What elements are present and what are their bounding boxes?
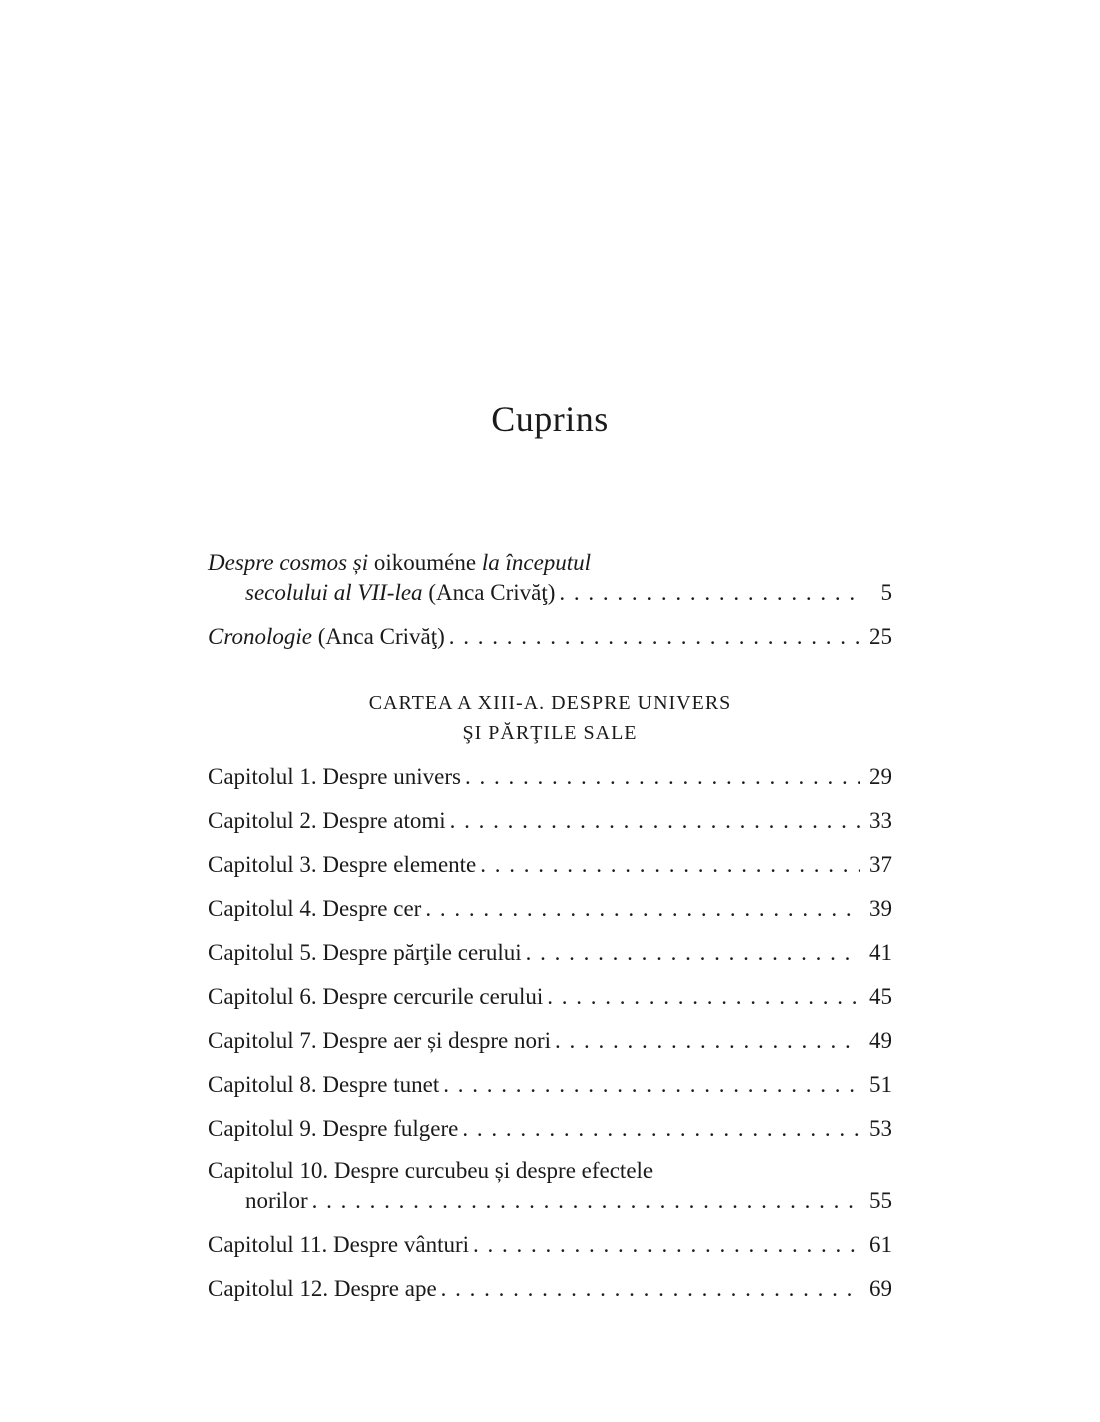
page-number: 29 (869, 764, 892, 789)
toc-entry-chapter-9 (208, 1114, 892, 1144)
toc-entry-author: (Anca Crivăţ) (422, 580, 556, 605)
toc-entry-chapter-11 (208, 1230, 892, 1260)
page-title: Cuprins (491, 399, 609, 439)
section-heading-line: CARTEA A XIII-A. DESPRE UNIVERS (368, 692, 732, 714)
toc-entry-label: Capitolul 3. Despre elemente (208, 852, 477, 877)
toc-entry-continuation (208, 1186, 892, 1216)
page-number: 53 (869, 1116, 892, 1141)
toc-entry-row (208, 1114, 892, 1144)
dot-leader (441, 1274, 860, 1304)
page-number: 69 (869, 1276, 892, 1301)
dot-leader (559, 578, 860, 608)
toc-entry-row (208, 1070, 892, 1100)
dot-leader (480, 850, 860, 880)
toc-entry-row (208, 1026, 892, 1056)
toc-entry-label: Capitolul 4. Despre cer (208, 896, 422, 921)
dot-leader (526, 938, 860, 968)
toc-entry-row (208, 762, 892, 792)
dot-leader (425, 894, 860, 924)
toc-entry-intro-essay (208, 548, 892, 608)
toc-entry-row (208, 982, 892, 1012)
toc-entry-chapter-7 (208, 1026, 892, 1056)
page-number: 41 (869, 940, 892, 965)
page-number: 49 (869, 1028, 892, 1053)
dot-leader (547, 982, 860, 1012)
page-number: 5 (880, 580, 892, 605)
section-heading (0, 688, 1100, 748)
toc-entry-label: Capitolul 8. Despre tunet (208, 1072, 440, 1097)
page-number: 25 (869, 624, 892, 649)
toc-entry-chapter-5 (208, 938, 892, 968)
toc-entry-label: norilor (245, 1188, 308, 1213)
dot-leader (555, 1026, 860, 1056)
toc-entry-chapter-1 (208, 762, 892, 792)
toc-entry-continuation (208, 578, 892, 608)
toc-entry-row (208, 938, 892, 968)
toc-entry-label: Capitolul 11. Despre vânturi (208, 1232, 470, 1257)
page-number: 55 (869, 1188, 892, 1213)
toc-entry-row (208, 850, 892, 880)
toc-entry-title-italic: Despre cosmos și (208, 550, 369, 575)
toc-entry-title-line: Capitolul 10. Despre curcubeu și despre efectele (208, 1158, 654, 1183)
toc-entry-label: Capitolul 6. Despre cercurile cerului (208, 984, 544, 1009)
toc-entry-row (208, 622, 892, 652)
dot-leader (462, 1114, 860, 1144)
toc-entry-chronology (208, 622, 892, 652)
toc-entry-chapter-10 (208, 1156, 892, 1216)
toc-entry-row (208, 1230, 892, 1260)
dot-leader (473, 1230, 860, 1260)
toc-entry-label: Capitolul 1. Despre univers (208, 764, 461, 789)
toc-entry-chapter-4 (208, 894, 892, 924)
page-number: 45 (869, 984, 892, 1009)
toc-entry-label: Capitolul 9. Despre fulgere (208, 1116, 459, 1141)
toc-entry-title-italic: la începutul (481, 550, 592, 575)
dot-leader (443, 1070, 860, 1100)
section-heading-line: ŞI PĂRŢILE SALE (462, 722, 638, 744)
toc-entry-title-italic: secolului al VII-lea (245, 580, 423, 605)
toc-entry-chapter-12 (208, 1274, 892, 1304)
toc-entry-label: Capitolul 5. Despre părţile cerului (208, 940, 522, 965)
page-number: 61 (869, 1232, 892, 1257)
toc-entry-title-plain: oikouméne (368, 550, 482, 575)
toc-entry-title-line (208, 548, 892, 578)
toc-entry-label: Capitolul 2. Despre atomi (208, 808, 446, 833)
toc-entry-label: Capitolul 7. Despre aer și despre nori (208, 1028, 551, 1053)
page-number: 51 (869, 1072, 892, 1097)
toc-entry-label (208, 622, 445, 652)
toc-entry-chapter-3 (208, 850, 892, 880)
dot-leader (312, 1186, 860, 1216)
toc-entry-row (208, 806, 892, 836)
toc-entry-author: (Anca Crivăţ) (311, 624, 445, 649)
page-number: 33 (869, 808, 892, 833)
toc-entry-chapter-6 (208, 982, 892, 1012)
dot-leader (449, 622, 860, 652)
toc-entry-chapter-2 (208, 806, 892, 836)
toc-entry-chapter-8 (208, 1070, 892, 1100)
toc-entry-label: Capitolul 12. Despre ape (208, 1276, 437, 1301)
toc-entry-row (208, 1274, 892, 1304)
toc-entry-title-italic: Cronologie (208, 624, 312, 649)
toc-entry-label (245, 578, 555, 608)
toc-entry-row (208, 894, 892, 924)
page-number: 37 (869, 852, 892, 877)
dot-leader (465, 762, 860, 792)
dot-leader (450, 806, 860, 836)
page-number: 39 (869, 896, 892, 921)
